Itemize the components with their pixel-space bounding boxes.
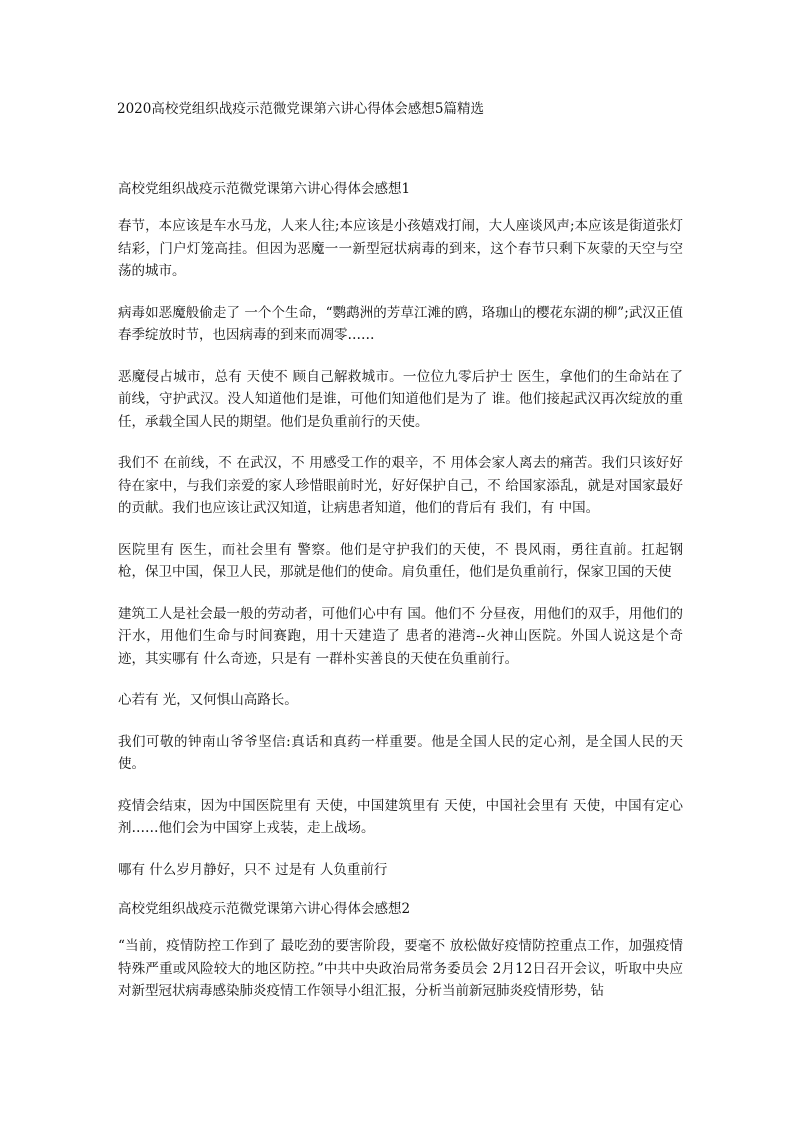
document-title: 2020高校党组织战疫示范微党课第六讲心得体会感想5篇精选 (117, 101, 484, 117)
paragraph: 医院里有 医生，而社会里有 警察。他们是守护我们的天使，不 畏风雨，勇往直前。扛起钢枪，保卫中国，保卫人民，那就是他们的使命。肩负重任，他们是负重前行，保家卫国的天使 (118, 541, 683, 580)
paragraph: 哪有 什么岁月静好，只不 过是有 人负重前行 (118, 861, 388, 878)
paragraph: 我们可敬的钟南山爷爷坚信:真话和真药一样重要。他是全国人民的定心剂，是全国人民的天使。 (118, 733, 683, 772)
paragraph: 恶魔侵占城市，总有 天使不 顾自己解救城市。一位位九零后护士 医生，拿他们的生命站在了 前线，守护武汉。没人知道他们是谁，可他们知道他们是为了 谁。他们接起武汉再次绽放的重任，承载全国人民的期望。他们是负重前行的天使。 (118, 368, 683, 430)
section-2 (118, 898, 683, 1003)
paragraph: 疫情会结束，因为中国医院里有 天使，中国建筑里有 天使，中国社会里有 天使，中国有定心剂……他们会为中国穿上戎装，走上战场。 (118, 797, 683, 836)
section-heading: 高校党组织战疫示范微党课第六讲心得体会感想2 (118, 901, 411, 917)
paragraph: 心若有 光，又何惧山高路长。 (118, 692, 298, 708)
paragraph: “当前，疫情防控工作到了 最吃劲的要害阶段，要毫不 放松做好疫情防控重点工作，加强疫情特殊严重或风险较大的地区防控。”中共中央政治局常务委员会 2月12日召开会议，听取中央应对新型冠状病毒感染肺炎疫情工作领导小组汇报，分析当前新冠肺炎疫情形势，钻 (118, 938, 683, 999)
paragraph: 病毒如恶魔般偷走了 一个个生命，“鹦鹉洲的芳草江滩的鸥，珞珈山的樱花东湖的柳”;武汉正值春季绽放时节，也因病毒的到来而凋零…… (118, 304, 683, 343)
paragraph: 建筑工人是社会最一般的劳动者，可他们心中有 国。他们不 分昼夜，用他们的双手，用他们的汗水，用他们生命与时间赛跑，用十天建造了 患者的港湾--火神山医院。外国人说这是个奇迹，其实哪有 什么奇迹，只是有 一群朴实善良的天使在负重前行。 (118, 605, 683, 667)
section-1 (118, 178, 683, 881)
paragraph: 我们不 在前线，不 在武汉，不 用感受工作的艰辛，不 用体会家人离去的痛苦。我们只该好好待在家中，与我们亲爱的家人珍惜眼前时光，好好保护自己，不 给国家添乱，就是对国家最好的贡献。我们也应该让武汉知道，让病患者知道，他们的背后有 我们，有 中国。 (118, 455, 683, 516)
paragraph: 春节，本应该是车水马龙，人来人往;本应该是小孩嬉戏打闹，大人座谈风声;本应该是街道张灯结彩，门户灯笼高挂。但因为恶魔一一新型冠状病毒的到来，这个春节只剩下灰蒙的天空与空荡的城市。 (118, 218, 683, 279)
section-heading: 高校党组织战疫示范微党课第六讲心得体会感想1 (118, 181, 411, 197)
document-body (118, 178, 683, 1003)
